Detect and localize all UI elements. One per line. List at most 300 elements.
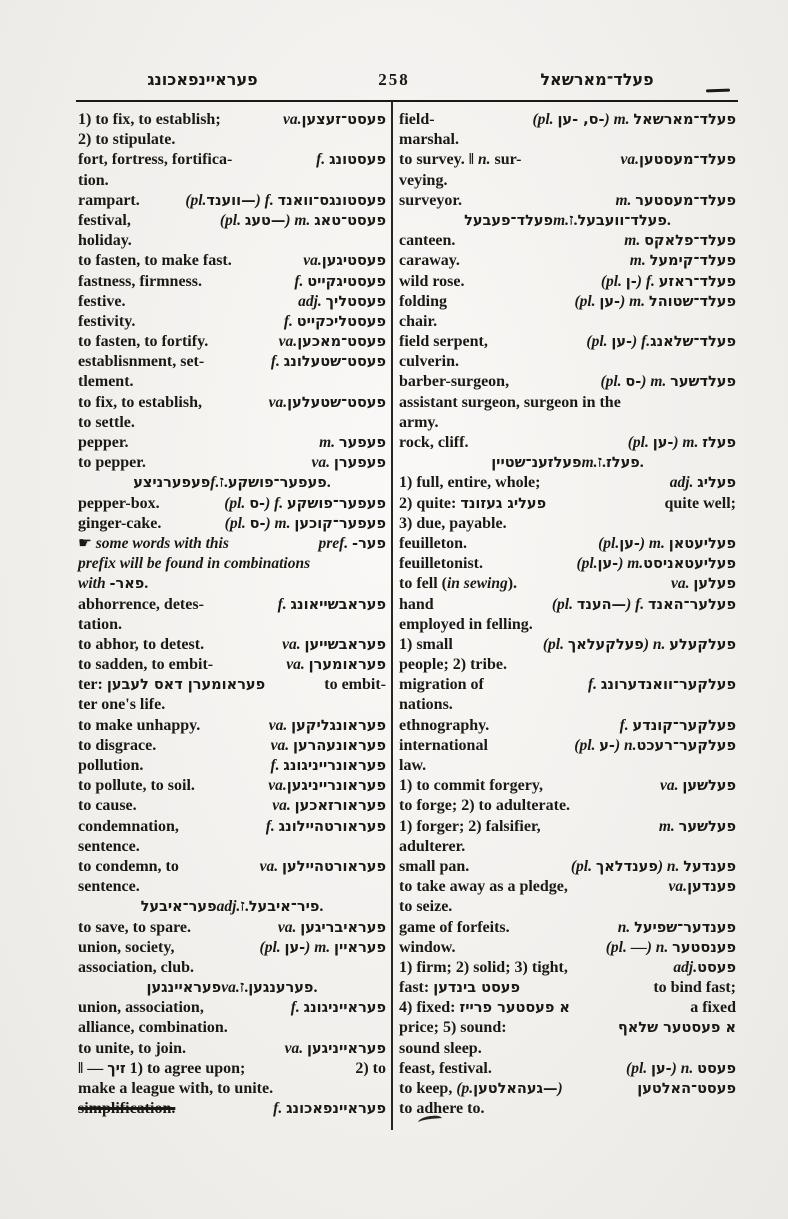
yiddish-text: פעסט־זעצען <box>301 112 386 128</box>
entry-headword-group <box>618 1018 736 1038</box>
text-run: to abhor, to detest. <box>78 635 205 653</box>
entry-line <box>399 655 736 675</box>
entry-english <box>399 1079 563 1099</box>
entry-english <box>399 776 543 796</box>
entry-line <box>399 998 736 1018</box>
text-run: small pan. <box>399 857 470 875</box>
yiddish-text: -ען <box>619 535 640 552</box>
entry-headword-group <box>271 352 386 372</box>
abbreviation: pref. <box>318 534 353 552</box>
entry-english <box>399 1099 484 1119</box>
entry-headword-group <box>620 716 736 736</box>
entry-line <box>399 413 736 433</box>
yiddish-text: פעראונגליקען <box>291 717 386 734</box>
yiddish-text: פעסטונג <box>329 152 386 169</box>
abbreviation: (pl. <box>626 1059 652 1077</box>
entry-english <box>78 191 140 211</box>
entry-line <box>78 756 386 776</box>
yiddish-text: —הענד <box>576 596 627 613</box>
yiddish-text: פעסט־טאג <box>314 212 386 229</box>
yiddish-text: פענדען <box>687 879 736 896</box>
text-run: to take away as a pledge, <box>399 878 568 896</box>
yiddish-text: פעסט־שטעלונג <box>283 354 386 371</box>
text-run: ter: <box>78 676 107 694</box>
text-run: feuilleton. <box>399 534 467 552</box>
abbreviation: adj. <box>673 958 698 976</box>
text-run: . <box>326 474 331 492</box>
text-run: 1) forger; 2) falsifier, <box>399 817 541 835</box>
entry-english <box>78 1099 175 1119</box>
entry-english <box>78 372 134 392</box>
abbreviation: va. <box>311 454 334 472</box>
abbreviation: (pl. <box>576 555 598 573</box>
entry-english <box>399 1018 507 1038</box>
abbreviation: (pl. <box>259 938 285 956</box>
entry-headword-group <box>284 312 386 332</box>
entry-line <box>399 817 736 837</box>
text-run: army. <box>399 413 439 431</box>
abbreviation: adj. <box>298 292 326 310</box>
entry-line <box>78 251 386 271</box>
text-run: 1) small <box>399 635 453 653</box>
entry-line <box>399 171 736 191</box>
text-run: chair. <box>399 312 438 330</box>
yiddish-text: —טעג <box>244 212 286 229</box>
yiddish-text: -ען <box>652 435 674 451</box>
text-run: to disgrace. <box>78 736 157 754</box>
abbreviation: ) m. <box>620 292 649 310</box>
yiddish-text: פעסט <box>697 1060 736 1077</box>
abbreviation: f. <box>294 272 308 290</box>
entry-english <box>78 231 132 251</box>
entry-english <box>399 736 488 756</box>
yiddish-text: פעפער <box>338 435 386 451</box>
abbreviation: (pl. <box>574 736 600 754</box>
yiddish-text: פעראייניגונג <box>303 1000 386 1017</box>
text-run: wild rose. <box>399 272 465 290</box>
yiddish-text: פיר־איבעל <box>248 899 320 916</box>
yiddish-text: פעראיין <box>334 939 386 956</box>
entry-line <box>78 675 386 695</box>
entry-headword-group <box>669 877 736 897</box>
text-run: feuilletonist. <box>399 555 483 573</box>
entry-english <box>78 413 135 433</box>
text-run: tation. <box>78 615 122 633</box>
entry-line <box>399 918 736 938</box>
text-run: marshal. <box>399 131 459 149</box>
entry-headword-group <box>637 1079 736 1099</box>
entry-english <box>399 110 435 130</box>
entry-line <box>399 615 736 635</box>
text-run: festivity. <box>78 312 136 330</box>
entry-headword-group <box>626 1059 736 1079</box>
yiddish-text: פעלד־מעסטען <box>639 152 736 169</box>
abbreviation: va. <box>270 736 293 754</box>
cross-reference-line <box>78 473 386 493</box>
text-run: union, association, <box>78 999 204 1017</box>
struck-text-run: simplification. <box>78 1100 176 1118</box>
entry-line <box>78 736 386 756</box>
entry-headword-group <box>532 110 736 130</box>
yiddish-text: פעסטליך <box>325 293 386 310</box>
yiddish-text: פעלקער־רעכט <box>636 737 736 754</box>
abbreviation: va. <box>221 979 240 997</box>
entry-english <box>78 998 204 1018</box>
entry-headword-group <box>600 372 736 392</box>
abbreviation: va. <box>272 797 295 815</box>
entry-headword-group <box>670 473 736 493</box>
entry-headword-group <box>574 736 736 756</box>
yiddish-text: פעלד־ראזע <box>658 273 736 290</box>
yiddish-text: פעפער־קוכען <box>294 515 386 532</box>
abbreviation: (pl. <box>574 292 600 310</box>
entry-line <box>399 191 736 211</box>
entry-line <box>399 1079 736 1099</box>
abbreviation: ) <box>557 1080 563 1097</box>
entry-english <box>399 352 459 372</box>
abbreviation: ) m. <box>604 111 634 128</box>
entry-line <box>78 655 386 675</box>
abbreviation: va. <box>668 878 688 896</box>
text-run: . <box>313 979 318 997</box>
abbreviation: m. <box>615 191 636 209</box>
text-run: establisnment, set- <box>78 353 205 371</box>
entry-english <box>399 292 447 312</box>
abbreviation: f. <box>265 817 279 835</box>
yiddish-text: -ע <box>599 737 615 754</box>
entry-english <box>78 312 135 332</box>
text-run: to make unhappy. <box>78 716 201 734</box>
yiddish-text: א פעסטער פרייז <box>459 1000 570 1017</box>
text-run: 1) firm; 2) solid; 3) tight, <box>399 958 568 976</box>
entry-english <box>78 857 179 877</box>
entry-headword-group <box>598 534 736 554</box>
entry-line <box>78 332 386 352</box>
text-run: a fixed <box>690 999 736 1017</box>
yiddish-text: פעלשען <box>682 778 736 795</box>
abbreviation: f. <box>316 151 330 169</box>
entry-line <box>399 372 736 392</box>
abbreviation: va. <box>303 252 322 270</box>
yiddish-text: פעליעטאניסט <box>643 556 736 573</box>
entry-headword-group <box>278 918 386 938</box>
entry-line <box>78 534 386 554</box>
entry-english <box>399 817 541 837</box>
abbreviation: ) f. <box>636 272 659 290</box>
yiddish-text: פעלז <box>702 435 736 451</box>
yiddish-text: פער- <box>352 535 386 552</box>
abbreviation: in sewing <box>446 575 508 593</box>
entry-headword-group <box>630 251 736 271</box>
header-left-catchword: פעראיינפאכונג <box>147 70 258 89</box>
scan-artifact-tick <box>706 89 730 93</box>
entry-english <box>399 534 467 554</box>
entry-line <box>78 514 386 534</box>
entry-line <box>78 837 386 857</box>
entry-headword-group <box>291 998 386 1018</box>
entry-headword-group <box>279 332 386 352</box>
abbreviation: ) m. <box>618 555 644 573</box>
text-run: veying. <box>399 171 448 189</box>
entry-headword-group <box>543 635 736 655</box>
yiddish-text: פעראורטהיילונג <box>278 818 386 835</box>
entry-english <box>78 655 213 675</box>
text-run: association, club. <box>78 958 195 976</box>
yiddish-text: פעלד־שטוהל <box>648 293 736 310</box>
text-run: tion. <box>78 171 109 189</box>
yiddish-text: פאר- <box>109 576 145 593</box>
abbreviation: m. <box>553 211 570 229</box>
text-run: ethnography. <box>399 716 490 734</box>
entry-english <box>78 938 174 958</box>
entry-english <box>78 615 122 635</box>
entry-headword-group <box>298 292 386 312</box>
text-run: sound sleep. <box>399 1039 482 1057</box>
abbreviation: m. <box>624 232 645 250</box>
text-run: hand <box>399 595 434 613</box>
text-run: ז. <box>239 979 249 997</box>
entry-english <box>399 1039 482 1059</box>
yiddish-text: פעלען <box>693 576 736 593</box>
entry-line <box>78 817 386 837</box>
text-run: culverin. <box>399 353 459 371</box>
text-run: tlement. <box>78 373 134 391</box>
entry-headword-group <box>574 292 736 312</box>
yiddish-text: -ס, -ען <box>557 112 605 128</box>
entry-line <box>78 635 386 655</box>
entry-line <box>399 473 736 493</box>
entry-english <box>78 877 140 897</box>
entry-line <box>399 433 736 453</box>
entry-english <box>78 130 175 150</box>
entry-line <box>399 1059 736 1079</box>
cross-reference-line <box>78 897 386 917</box>
text-run: to bind fast; <box>653 979 736 997</box>
text-run: fastness, firmness. <box>78 272 202 290</box>
yiddish-text: פעלד־וועבעל <box>577 212 667 229</box>
entry-line <box>399 756 736 776</box>
entry-english <box>78 251 232 271</box>
entry-line <box>78 958 386 978</box>
entry-headword-group <box>659 817 736 837</box>
abbreviation: ) m. <box>305 938 334 956</box>
entry-line <box>78 1099 386 1119</box>
text-run: to pepper. <box>78 454 146 472</box>
abbreviation: f. <box>270 353 284 371</box>
abbreviation: ) n. <box>646 938 673 956</box>
abbreviation: va. <box>620 151 639 169</box>
entry-headword-group <box>316 150 386 170</box>
entry-headword-group <box>628 433 736 453</box>
entry-english <box>399 695 453 715</box>
header-right-catchword: פעלד־מארשאל <box>540 70 654 89</box>
abbreviation: va. <box>660 777 683 795</box>
yiddish-text: פעראונרייניגונג <box>283 758 386 774</box>
text-run: ‖ — <box>78 1059 108 1077</box>
entry-english <box>399 494 546 514</box>
entry-headword-group <box>624 231 736 251</box>
entry-english <box>78 453 146 473</box>
abbreviation: adj. <box>216 898 241 916</box>
abbreviation: f. <box>588 676 601 694</box>
text-run: make a league with, to unite. <box>78 1080 274 1097</box>
entry-line <box>78 393 386 413</box>
entry-headword-group <box>319 433 386 453</box>
abbreviation: (pl. <box>600 272 626 290</box>
entry-line <box>78 130 386 150</box>
yiddish-text: פעלד־מעסטער <box>635 192 736 209</box>
entry-headword-group <box>282 635 386 655</box>
text-run: canteen. <box>399 232 456 250</box>
yiddish-text: פעפער־פושקע <box>287 495 386 512</box>
yiddish-text: -ס <box>249 515 266 532</box>
yiddish-text: פעלקעלע <box>669 636 736 653</box>
entry-english <box>399 393 621 413</box>
yiddish-text: פעלז <box>606 455 640 472</box>
entry-headword-group <box>273 1099 386 1119</box>
entry-headword-group <box>260 938 386 958</box>
entry-line <box>399 393 736 413</box>
abbreviation: va. <box>282 635 305 653</box>
text-run: sentence. <box>78 837 140 855</box>
yiddish-text: פעלקעלאך <box>567 636 644 653</box>
entry-english <box>399 796 570 816</box>
entry-line <box>78 877 386 897</box>
abbreviation: (pl. <box>586 333 612 351</box>
entry-english <box>399 897 452 917</box>
abbreviation: f. <box>283 312 297 330</box>
entry-headword-group <box>673 958 736 978</box>
text-run: to unite, to join. <box>78 1039 186 1057</box>
yiddish-text: פעראבשייען <box>304 636 386 653</box>
text-run: rock, cliff. <box>399 434 469 451</box>
abbreviation: va. <box>268 393 288 411</box>
abbreviation: ) f. <box>632 333 651 351</box>
entry-english <box>399 1059 492 1079</box>
yiddish-text: פעראיינפאכונג <box>286 1101 386 1118</box>
yiddish-text: פעליג <box>697 475 736 492</box>
entry-line <box>399 1039 736 1059</box>
entry-english <box>78 756 143 776</box>
entry-line <box>399 534 736 554</box>
text-run: to save, to spare. <box>78 918 192 936</box>
entry-english <box>78 171 109 191</box>
entry-line <box>399 675 736 695</box>
text-run: rampart. <box>78 191 140 209</box>
entry-english <box>399 191 462 211</box>
abbreviation: (pl. <box>224 514 250 532</box>
yiddish-text: פעפער־פושקע <box>227 475 327 492</box>
yiddish-text: -ס <box>625 374 642 391</box>
text-run: 3) due, payable. <box>399 514 507 532</box>
text-run: migration of <box>399 676 484 694</box>
entry-english <box>399 231 455 251</box>
entry-english <box>78 534 229 554</box>
entry-headword-group <box>283 110 386 130</box>
text-run: to embit- <box>324 676 386 694</box>
entry-line <box>399 574 736 594</box>
abbreviation: ) m. <box>285 211 315 229</box>
yiddish-text: פענדער־שפיעל <box>634 919 736 936</box>
entry-english <box>78 574 148 594</box>
entry-english <box>78 1018 228 1038</box>
entry-line <box>399 857 736 877</box>
entry-headword-group <box>270 756 386 776</box>
text-run: 2) to stipulate. <box>78 131 176 149</box>
text-run: people; 2) tribe. <box>399 656 507 674</box>
yiddish-text: —ווענד <box>206 192 256 209</box>
yiddish-text: פעלקער־וואנדערונג <box>600 677 736 694</box>
entry-english <box>78 675 265 695</box>
entry-english <box>399 272 464 292</box>
text-run: festival, <box>78 211 131 229</box>
header-rule <box>76 100 738 102</box>
entry-english <box>399 635 453 655</box>
abbreviation: f. <box>210 474 220 492</box>
text-run: to adhere to. <box>399 1100 485 1118</box>
yiddish-text: פעראונעהרען <box>292 737 386 754</box>
yiddish-text: פעסט בינדען <box>433 980 521 997</box>
abbreviation: va. <box>259 857 283 875</box>
entry-headword-group <box>318 534 386 554</box>
abbreviation: m. <box>319 434 339 451</box>
yiddish-text: פעלד־קימעל <box>649 253 736 270</box>
entry-line <box>78 292 386 312</box>
entry-line <box>399 110 736 130</box>
entry-english <box>78 817 179 837</box>
entry-line <box>399 897 736 917</box>
entry-english <box>399 958 568 978</box>
entry-english <box>399 675 484 695</box>
yiddish-text: פערענגען <box>248 980 314 997</box>
entry-english <box>399 998 570 1018</box>
abbreviation: f. <box>290 999 304 1017</box>
entry-line <box>78 716 386 736</box>
text-run: holiday. <box>78 232 132 250</box>
entry-english <box>399 332 488 352</box>
entry-english <box>78 1039 186 1059</box>
entry-english <box>78 393 202 413</box>
abbreviation: ) n. <box>657 857 684 875</box>
text-run: game of forfeits. <box>399 918 510 936</box>
entry-english <box>399 716 489 736</box>
text-run: . <box>319 898 324 916</box>
text-run: . <box>639 454 644 472</box>
abbreviation: (p. <box>456 1080 474 1097</box>
text-run: ז. <box>569 211 578 229</box>
text-run: festive. <box>78 292 126 310</box>
text-run: quite well; <box>664 494 736 512</box>
yiddish-text: זיך <box>107 1060 126 1077</box>
cross-reference-line <box>78 978 386 998</box>
abbreviation: ) n. <box>643 635 670 653</box>
abbreviation: ) f. <box>265 494 288 512</box>
entry-english <box>399 595 434 615</box>
entry-english <box>399 574 517 594</box>
entry-line <box>78 494 386 514</box>
entry-english <box>399 857 469 877</box>
entry-line <box>399 595 736 615</box>
left-column <box>78 110 386 1119</box>
yiddish-text: פעראיבריגען <box>300 919 386 936</box>
entry-english <box>78 635 204 655</box>
abbreviation: n. <box>617 918 635 936</box>
yiddish-text: פעראומערן <box>308 657 386 674</box>
entry-english <box>399 372 509 392</box>
abbreviation: va. <box>284 1039 308 1057</box>
entry-english <box>78 110 221 130</box>
entry-headword-group <box>615 191 736 211</box>
